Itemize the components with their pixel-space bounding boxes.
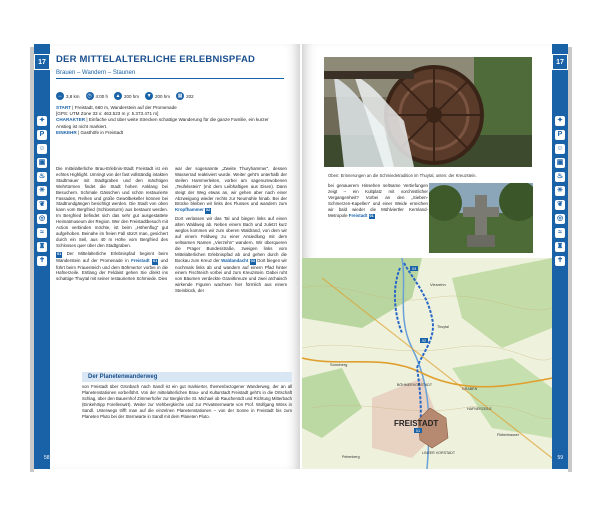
left-page bbox=[34, 44, 300, 469]
stat-ascent: ▲ 200 hm bbox=[115, 93, 140, 99]
text-column-1: Die mittelalterliche Brau-Erlebnis-Stadt Freistadt ist ein echtes Highlight. Umringt von der fast vollständig intakten Stadtmauer mit Stadtgraben und den mächtigen Wehrtürmen findet die Stadt hohen Anklang bei Besuchern. Schmale Gässchen und schön restaurierte Fassaden, Reihen und große Gewölbekeller können bei Stadtrundgängen besichtigt werden. Die Stadt von oben kann vom Bergfried (Schlossturm) aus bestaunt werden. Im Bergfried befindet sich das sehr gut ausgestattete Heimatmuseum der Region. Wer den Freistadtbesuch mit Action verbinden möchte, ist beim „Höhenflug“ gut aufgehoben. Beinahe im freien Fall stürzt man, gesichert durch ein Seil, aus 40 m Höhe vom Bergfried des Schlosses quer über den Stadtgraben. 01 Der Mittelalterliche Erlebnispfad beginnt beim Wanderstein auf der Promenade in Freistadt 01 und führt beim Frauenteich und dem Böhmertor vorbei in die Hafnerzeile. Entlang der Feldaist gehen Sie direkt ins schattige Thuytal mit seiner restaurierten Schmiede. Dies bbox=[56, 166, 168, 282]
church-icon: ✝ bbox=[37, 256, 47, 266]
sun-icon: ☀ bbox=[556, 187, 564, 194]
chapter-number: 17 bbox=[34, 54, 50, 70]
ascent-icon: ▲ bbox=[115, 93, 121, 99]
guidebook-spread bbox=[34, 44, 568, 469]
descent-icon: ▼ bbox=[146, 93, 152, 99]
church-icon: ✝ bbox=[555, 256, 565, 266]
map-marker-03: 03 bbox=[411, 267, 417, 271]
bike-icon: ◎ bbox=[38, 215, 46, 222]
page-subtitle: Brauen – Wandern – Staunen bbox=[56, 70, 136, 76]
hiking-icon: ✦ bbox=[555, 116, 565, 126]
continued-text: bei genauerem Hinsehen seltsame Vertiefungen zeigt – ein Kultplatz mit vorchristlicher Vergangenheit? Vorbei an den „Sieben-Schmerzen-Kapellen“ und einer Weide erreichen wir bald wieder die Mühlviertler Kernland-Metropole Freistadt 01 bbox=[328, 183, 428, 218]
map-label-sonnberg: Sonnberg bbox=[330, 362, 348, 367]
family-icon: ☺ bbox=[38, 145, 46, 152]
chapter-number: 17 bbox=[552, 54, 568, 70]
stat-descent: ▼ 200 hm bbox=[146, 93, 171, 99]
text-column-2: war der sogenannte „Zweite Thuryhammer“, dessen Wasserrad reaktiviert wurde. Weiter geht's unterhalb der steilen Hammerleiten, vorbei am sagenumwobenen „Teufelsstein“ (mit dem Leibhaftigen aus Eisen). Dann steigt der Weg etwas an, wir gehen aber nach einer Abzweigung wieder rechts zur Neumühle hinab. Bei der Brücke bleiben wir links des Flusses und wandern zum Kropfhammer 02 Dort verlassen wir das Tal und biegen links auf einen alten Waldweg ab. Neben einem Bach und zuletzt kurz weglos kommen wir zum oberen Waldrand, von dem wir auf einem Feldweg zu einer Ansiedlung mit dem seltsamen Namen „Vierzehn“ wandern. Wir überqueren die Prager Bundesstraße, zweigen links vom Mittelalterlichen Erlebnispfad ab und gehen durch die Bockau zum Kreuz der Waldandacht 03 Dort biegen wir nochmals links ab und wandern auf einem Pfad hinter einem Fischteich vorbei und zum Kreuzstein. Dabei ruht von Bäumen verdeckte Granitkreuze und zwei archaisch wirkende Figuren wachsen hier förmlich aus einem Steinblock, der bbox=[175, 166, 287, 294]
tour-stats bbox=[56, 92, 284, 100]
activity-icons bbox=[34, 116, 50, 270]
waterwheel-photo bbox=[324, 57, 532, 167]
map-icon: ▦ bbox=[177, 93, 183, 99]
stat-map: ▦ 202 bbox=[177, 93, 194, 99]
castle-icon: ♜ bbox=[556, 243, 564, 250]
route-icon: ↔ bbox=[57, 93, 63, 99]
tour-info: START | Freistadt, 660 m, Wanderstein auf der Promenade [GPS: UTM Zone 33 x: 463.523 m y: 5.373.471 m] CHARAKTER | Einfache und über weite Strecken schattige Wanderung für die ganze Familie, ein kurzer Anstieg ist nicht markiert. EINKEHR | Gasthöfe in Freistadt bbox=[56, 105, 269, 135]
stat-distance: ↔ 3,8 km bbox=[57, 93, 80, 99]
page-number-left: 58 bbox=[44, 455, 50, 461]
route-map bbox=[302, 258, 552, 469]
parking-icon: P bbox=[555, 130, 565, 140]
stat-duration: ◷ 4:00 h bbox=[87, 93, 109, 99]
water-icon: ≈ bbox=[555, 228, 565, 238]
title-divider bbox=[56, 78, 284, 79]
water-icon: ≈ bbox=[37, 228, 47, 238]
map-label-freistadt: FREISTADT bbox=[394, 419, 439, 428]
page-title: DER MITTELALTERLICHE ERLEBNISPFAD bbox=[56, 54, 256, 65]
map-label-hafnerzeile: HAFNERZEILE bbox=[467, 407, 492, 411]
photo-caption: Oben: Erinnerungen an die Schmiedetradition im Thuytal, unten: der Kreuzstein. bbox=[328, 173, 477, 178]
stone-cross-photo bbox=[429, 183, 533, 253]
leaf-icon: ❦ bbox=[37, 200, 47, 210]
map-label-pebenberg: Pebenberg bbox=[342, 455, 360, 459]
parking-icon: P bbox=[37, 130, 47, 140]
map-label-graben: GRABEN bbox=[462, 387, 478, 391]
sun-icon: ☀ bbox=[38, 187, 46, 194]
castle-icon: ♜ bbox=[38, 243, 46, 250]
bike-icon: ◎ bbox=[556, 215, 564, 222]
food-icon: ♨ bbox=[38, 173, 46, 180]
map-label-vierzehn: Vierzehn bbox=[430, 282, 446, 287]
map-label-vorstadt: BÖHMERVORSTADT bbox=[397, 383, 433, 387]
infobox-text: von Freistadt über Grünbach nach Sandl ist ein gut markierter, themenbezogener Wanderweg, der an all Planetenstationen vorbeiführt. Von der mittelalterlichen Brau- und Kulturstadt Freistadt geht's in die Ortschaft Schlag, über den Bauernhof Zimmerhofer zur Bergkirche St. Michael ob Rauchenödt und Richtung Mitterbach (Einkehrtipp Forellenwirt). Weiter zur Viehbergkirche und zur Privatsternwarte von Prof. Wolfgang Wöss in Sandl. Unterwegs trifft man auf die einzelnen Planetenstationen – von der Sonne in Freistadt bis zum Planeten Pluto bei der Sternwarte in Sandl mit dem Planeten Pluto. bbox=[82, 384, 292, 419]
clock-icon: ◷ bbox=[87, 93, 92, 99]
map-label-linzer-vorstadt: LINZER VORSTADT bbox=[422, 451, 456, 455]
infobox-title: Der Planetenwanderweg bbox=[82, 372, 292, 382]
map-label-floebenhauser: Flöbenhauser bbox=[497, 433, 519, 437]
bus-icon: ▣ bbox=[38, 159, 46, 166]
leaf-icon: ❦ bbox=[555, 200, 565, 210]
map-marker-02: 02 bbox=[421, 339, 427, 343]
map-marker-01: 01 bbox=[415, 429, 421, 433]
activity-icons bbox=[552, 116, 568, 270]
page-edge-right bbox=[568, 47, 572, 472]
map-label-thuytal: Thuytal bbox=[437, 325, 449, 329]
right-page bbox=[302, 44, 568, 469]
family-icon: ☺ bbox=[556, 145, 564, 152]
bus-icon: ▣ bbox=[556, 159, 564, 166]
page-number-right: 59 bbox=[557, 455, 563, 461]
food-icon: ♨ bbox=[556, 173, 564, 180]
hiking-icon: ✦ bbox=[37, 116, 47, 126]
